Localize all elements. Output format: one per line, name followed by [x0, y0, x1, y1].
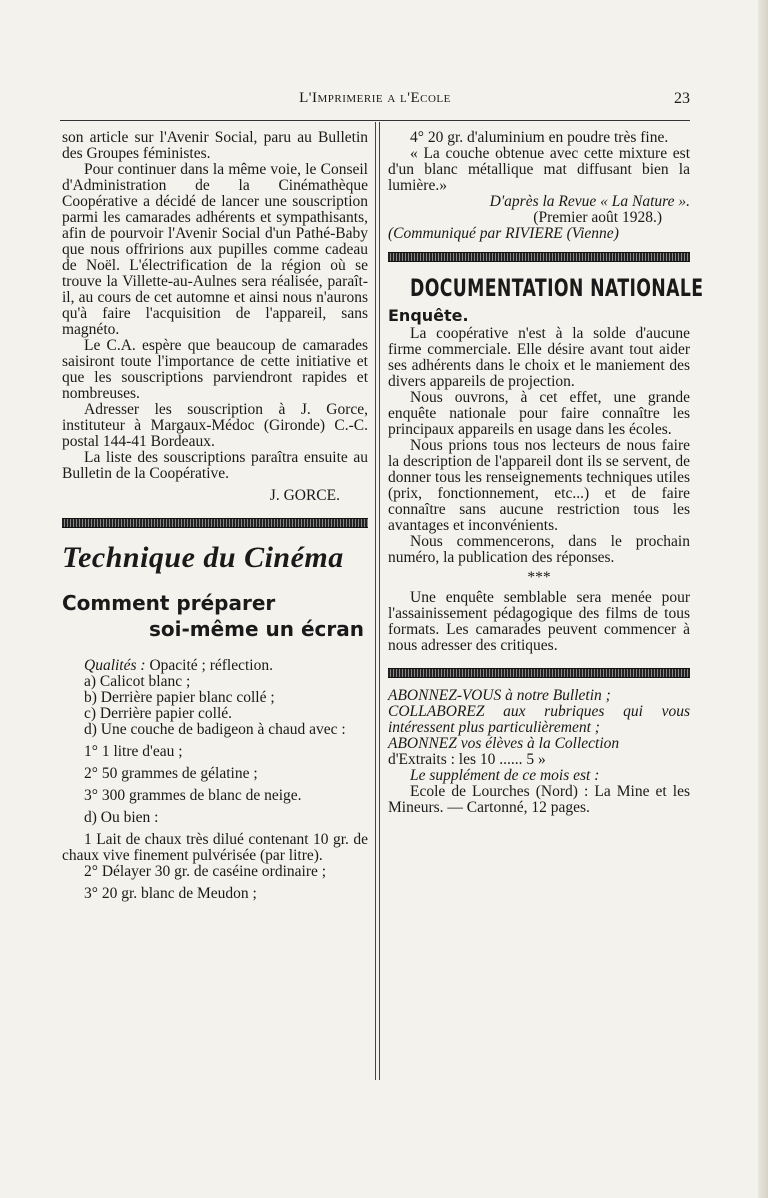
item-d: d) Une couche de badigeon à chaud avec : [84, 721, 346, 738]
quote: « La couche obtenue avec cette mixture est d'un blanc métallique mat diffusant bien la lumière.» [388, 145, 690, 194]
collaborez: COLLABOREZ aux rubriques qui vous intéressent plus particulièrement ; [388, 703, 690, 736]
enquete-p2: Nous ouvrons, à cet effet, une grande enquête nationale pour faire connaître les principaux appareils en usage dans les écoles. [388, 389, 690, 438]
page-header [60, 90, 690, 112]
stars-separator: *** [527, 569, 551, 586]
header-rule [60, 120, 690, 121]
page-edge [758, 0, 768, 1198]
item-d1: 1° 1 litre d'eau ; [84, 743, 183, 760]
paragraph-souscription: Pour continuer dans la même voie, le Conseil d'Administration de la Cinémathèque Coopérative a décidé de lancer une souscription parmi les camarades adhérents et sympathisants, afin de pourvoir l'Avenir Social d'un Pathé-Baby que nous offririons aux pupilles comme cadeau de Noël. L'électrification de la région où se trouve la Villette-au-Aulnes sera réalisée, paraît-il, au cours de cet automne et ainsi nous n'aurons qu'à faire l'acquisition de l'appareil, sans magnéto. [62, 161, 368, 338]
signature: J. GORCE. [269, 487, 340, 504]
right-column [388, 129, 704, 816]
enquete-heading: Enquête. [388, 306, 469, 325]
qualites-label: Qualités : [84, 657, 146, 674]
enquete-p1: La coopérative n'est à la solde d'aucune firme commerciale. Elle désire avant tout aider ses adhérents dans le choix et le maniement des divers appareils de projection. [388, 325, 690, 390]
qualites-text: Opacité ; réflection. [145, 657, 273, 674]
intro-paragraph: son article sur l'Avenir Social, paru au Bulletin des Groupes féministes. [62, 129, 368, 162]
item-c: c) Derrière papier collé. [84, 705, 233, 722]
section-title: Technique du Cinéma [62, 541, 344, 574]
ornament-rule-right [388, 252, 690, 262]
extraits-price: d'Extraits : les 10 ...... 5 » [388, 751, 546, 768]
item-d3: 3° 300 grammes de blanc de neige. [84, 787, 302, 804]
item-o2: 2° Délayer 30 gr. de caséine ordinaire ; [84, 863, 327, 880]
subtitle-line-1: Comment préparer [62, 591, 276, 615]
qualites-line [62, 658, 368, 674]
source-date: (Premier août 1928.) [533, 209, 662, 226]
enquete-p4: Nous commencerons, dans le prochain numéro, la publication des réponses. [388, 533, 690, 566]
running-title: L'Imprimerie a l'Ecole [299, 90, 451, 106]
abonnez-1: ABONNEZ-VOUS à notre Bulletin ; [388, 687, 611, 704]
documentation-title: DOCUMENTATION NATIONALE [410, 274, 704, 302]
supplement: Le supplément de ce mois est : [410, 767, 600, 784]
enquete-p3: Nous prions tous nos lecteurs de nous faire la description de l'appareil dont ils se servent, de donner tous les renseignements techniques utiles (prix, fonctionnement, etc...) et de faire connaître sans aucune restriction tous les avantages et inconvénients. [388, 437, 690, 534]
ornament-rule [62, 518, 368, 528]
item-a: a) Calicot blanc ; [84, 673, 191, 690]
enquete-p5: Une enquête semblable sera menée pour l'assainissement pédagogique des films de tous formats. Les camarades peuvent commencer à nous adresser des critiques. [388, 589, 690, 654]
item-d2: 2° 50 grammes de gélatine ; [84, 765, 258, 782]
paragraph-liste: La liste des souscriptions paraîtra ensuite au Bulletin de la Coopérative. [62, 449, 368, 482]
abonnez-2: ABONNEZ vos élèves à la Collection [388, 735, 620, 752]
ecole-lourches: Ecole de Lourches (Nord) : La Mine et les Mineurs. — Cartonné, 12 pages. [388, 783, 690, 816]
item-o1: 1 Lait de chaux très dilué contenant 10 gr. de chaux vive finement pulvérisée (par litre). [62, 831, 368, 864]
left-column [62, 130, 368, 902]
item-o3: 3° 20 gr. blanc de Meudon ; [84, 885, 257, 902]
paragraph-ca: Le C.A. espère que beaucoup de camarades saisiront toute l'importance de cette initiative et que les souscriptions parviendront rapides et nombreuses. [62, 337, 368, 402]
item-ou-bien: d) Ou bien : [84, 809, 159, 826]
item-b: b) Derrière papier blanc collé ; [84, 689, 275, 706]
communique: (Communiqué par RIVIERE (Vienne) [388, 225, 619, 242]
column-divider [375, 122, 376, 1080]
item-4: 4° 20 gr. d'aluminium en poudre très fine. [410, 129, 669, 146]
page-number: 23 [674, 90, 690, 107]
column-divider-inner [379, 122, 380, 1080]
paragraph-adresse: Adresser les souscription à J. Gorce, instituteur à Margaux-Médoc (Gironde) C.-C. postal 144-41 Bordeaux. [62, 401, 368, 450]
subtitle-line-2: soi-même un écran [148, 617, 364, 641]
source: D'après la Revue « La Nature ». [489, 193, 690, 210]
ornament-rule-right-2 [388, 668, 690, 678]
